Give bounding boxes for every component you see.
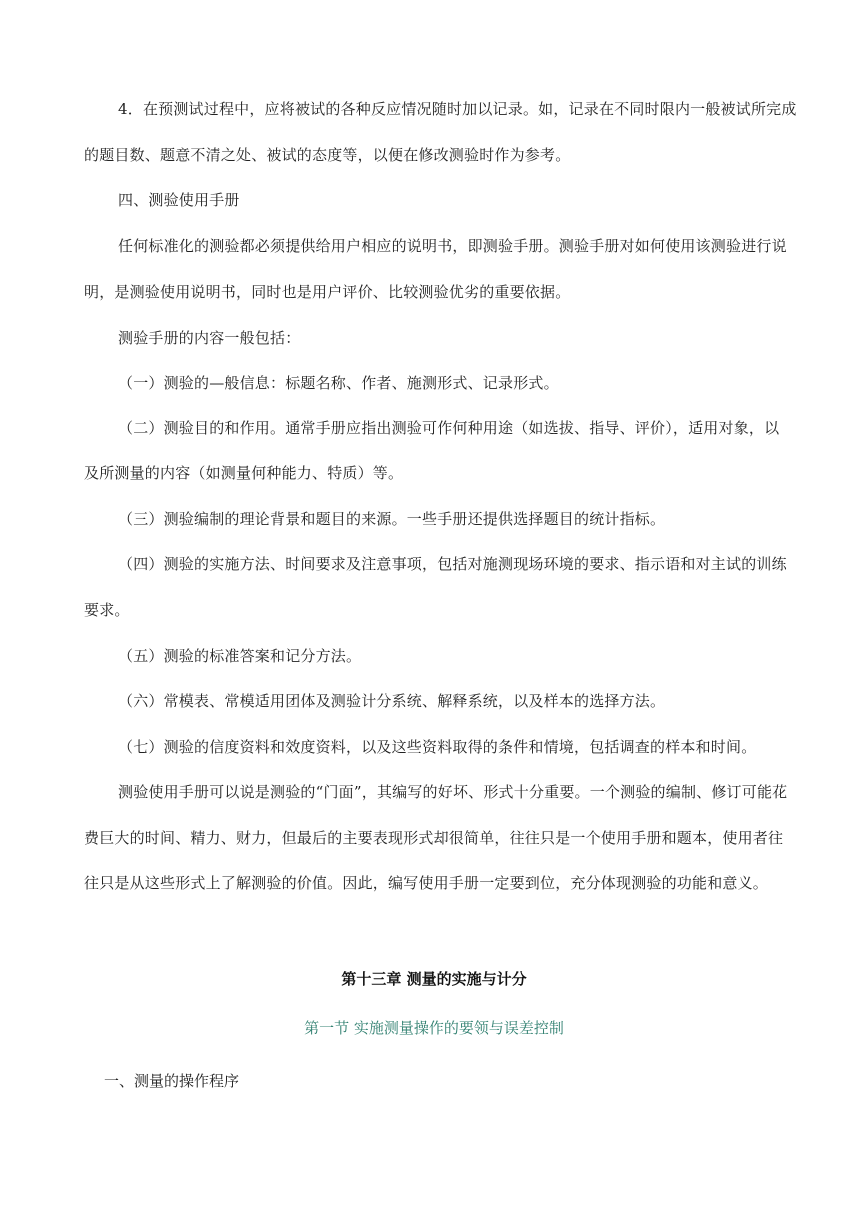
section-heading: 四、测验使用手册	[118, 191, 240, 209]
list-item: （一）测验的—般信息：标题名称、作者、施测形式、记录形式。	[118, 374, 559, 392]
paragraph-line: 明，是测验使用说明书，同时也是用户评价、比较测验优劣的重要依据。	[84, 283, 571, 301]
paragraph-line: 的题目数、题意不清之处、被试的态度等，以便在修改测验时作为参考。	[84, 146, 571, 164]
list-item: （四）测验的实施方法、时间要求及注意事项，包括对施测现场环境的要求、指示语和对主试的训练	[118, 555, 787, 573]
section-title: 第一节 实施测量操作的要领与误差控制	[304, 1019, 564, 1037]
paragraph-line: 任何标准化的测验都必须提供给用户相应的说明书，即测验手册。测验手册对如何使用该测验进行说	[118, 237, 787, 255]
subheading: 一、测量的操作程序	[104, 1072, 240, 1090]
list-item: （五）测验的标准答案和记分方法。	[118, 647, 362, 665]
list-item: （六）常模表、常模适用团体及测验计分系统、解释系统，以及样本的选择方法。	[118, 692, 666, 710]
paragraph-line: 往只是从这些形式上了解测验的价值。因此，编写使用手册一定要到位，充分体现测验的功能和意义。	[84, 874, 769, 892]
paragraph-line: 测验使用手册可以说是测验的“门面”，其编写的好坏、形式十分重要。一个测验的编制、修订可能花	[118, 783, 788, 801]
list-item: （三）测验编制的理论背景和题目的来源。一些手册还提供选择题目的统计指标。	[118, 510, 666, 528]
chapter-title: 第十三章 测量的实施与计分	[341, 970, 527, 988]
paragraph-line: 4．在预测试过程中，应将被试的各种反应情况随时加以记录。如，记录在不同时限内一般被试所完成	[118, 100, 797, 118]
paragraph-line: 测验手册的内容一般包括：	[118, 329, 301, 347]
list-item-continuation: 要求。	[84, 601, 130, 619]
paragraph-line: 费巨大的时间、精力、财力，但最后的主要表现形式却很简单，往往只是一个使用手册和题本，使用者往	[84, 829, 784, 847]
list-item: （二）测验目的和作用。通常手册应指出测验可作何种用途（如选拔、指导、评价），适用对象，以	[118, 419, 780, 437]
list-item: （七）测验的信度资料和效度资料，以及这些资料取得的条件和情境，包括调查的样本和时间。	[118, 738, 757, 756]
list-item-continuation: 及所测量的内容（如测量何种能力、特质）等。	[84, 464, 404, 482]
